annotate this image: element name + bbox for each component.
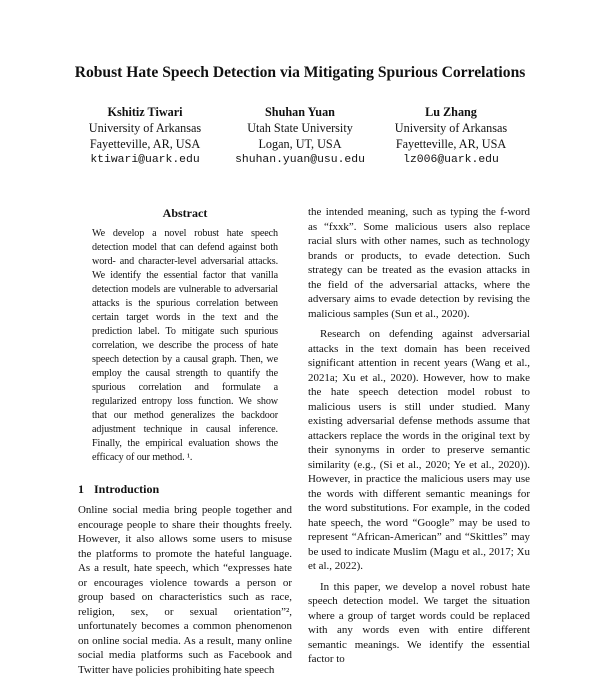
author-name: Lu Zhang xyxy=(425,105,477,119)
author-block-3 xyxy=(366,104,536,168)
author-location: Fayetteville, AR, USA xyxy=(89,137,201,151)
body-paragraph: the intended meaning, such as typing the f-word as “fxxk”. Some malicious users also replace racial slurs with other names, such as technology brands or products, to evade detection. Such strategy can be treated as the evasion attacks in the field of the adversarial attacks, where the adversary aims to evade detection by revising the malicious samples (Sun et al., 2020). xyxy=(308,206,530,320)
body-paragraph: In this paper, we develop a novel robust hate speech detection model. We target the situation where a group of target words could be replaced with any words even with entire different semantic meanings. We identify the essential factor to xyxy=(308,580,530,665)
right-column xyxy=(308,205,530,667)
author-email: ktiwari@uark.edu xyxy=(90,154,200,166)
section-number: 1 xyxy=(78,482,84,496)
intro-paragraph: Online social media bring people together and encourage people to share their thoughts freely. However, it also allows some users to misuse the platforms to promote the hateful language. As a result, hate speech, which “expresses hate or encourages violence towards a person or group based on characteristics such as race, religion, sex, or sexual orientation”², unfortunately becomes a common phenomenon on online social media. As a result, many online social media platforms such as Facebook and Twitter have policies prohibiting hate speech xyxy=(78,504,292,676)
section-heading-introduction xyxy=(78,481,292,497)
author-block-2 xyxy=(214,104,386,168)
left-column xyxy=(78,205,292,677)
author-affiliation: University of Arkansas xyxy=(88,121,202,135)
author-name: Kshitiz Tiwari xyxy=(107,105,183,119)
author-block-1 xyxy=(60,104,230,168)
author-name: Shuhan Yuan xyxy=(265,105,335,119)
author-affiliation: Utah State University xyxy=(247,121,353,135)
paper-title: Robust Hate Speech Detection via Mitigating Spurious Correlations xyxy=(74,64,526,81)
author-affiliation: University of Arkansas xyxy=(394,121,508,135)
author-email: lz006@uark.edu xyxy=(403,154,499,166)
abstract-heading: Abstract xyxy=(162,206,208,220)
author-email: shuhan.yuan@usu.edu xyxy=(235,154,365,166)
section-title: Introduction xyxy=(94,482,160,496)
author-location: Logan, UT, USA xyxy=(258,137,342,151)
body-paragraph: Research on defending against adversarial attacks in the text domain has been received significant attention in recent years (Wang et al., 2021a; Xu et al., 2020). However, how to make the hate speech detection model robust to malicious users is still under studied. Many existing adversarial defense methods assume that attackers replace the words in the original text by their synonyms in order to preserve semantic similarity (e.g., (Si et al., 2020; Ye et al., 2020)). However, in practice the malicious users may use the words with different semantic meanings for the word substitutions. For example, in the coded hate speech, the word “Google” may be used to represent “African-American” and “Skittles” may be used to indicate Muslim (Magu et al., 2017; Xu et al., 2022). xyxy=(308,328,530,572)
abstract-text: We develop a novel robust hate speech detection model that can defend against both word- and character-level adversarial attacks. We identify the essential factor that vanilla detection models are vulnerable to adversarial attacks is the spurious correlation between certain target words in the text and the prediction label. To mitigate such spurious correlation, we describe the process of hate speech detection by a causal graph. Then, we employ the causal strength to quantify the spurious correlation and formulate a regularized entropy loss function. We show that our method generalizes the backdoor adjustment technique in causal inference. Finally, the empirical evaluation shows the efficacy of our method. ¹. xyxy=(92,228,278,463)
author-location: Fayetteville, AR, USA xyxy=(395,137,507,151)
